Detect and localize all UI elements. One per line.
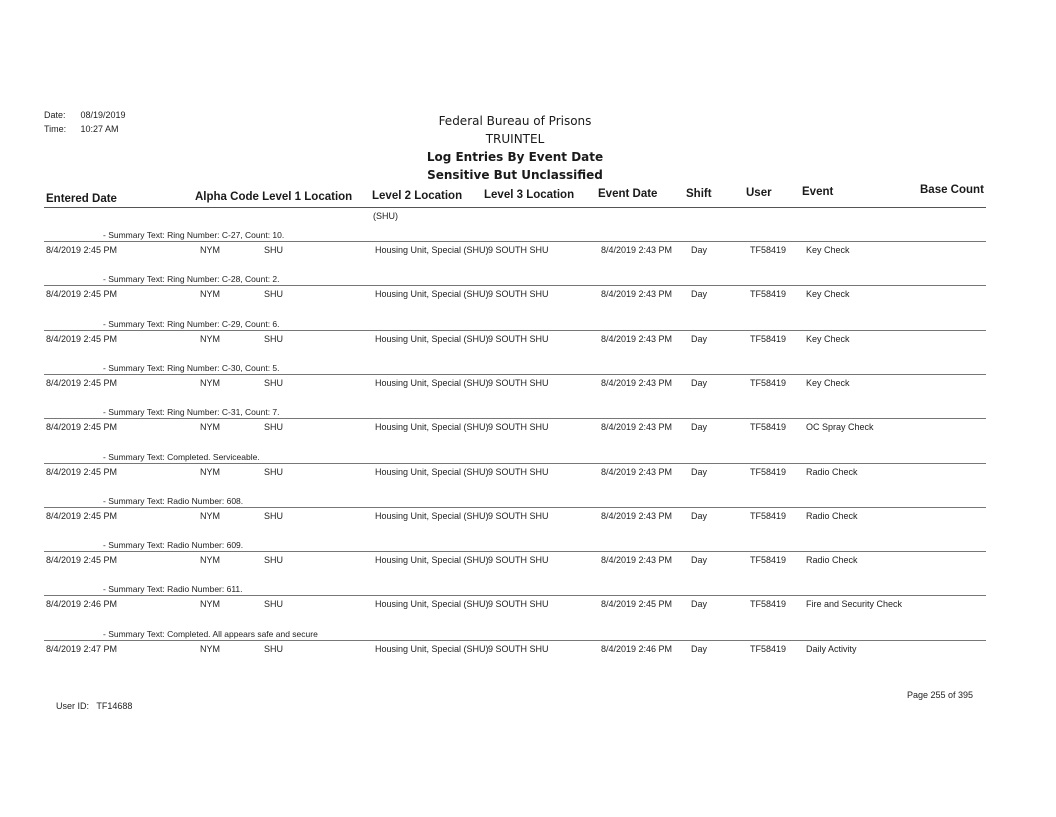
event-cell: Key Check	[806, 333, 850, 344]
event-date-cell: 8/4/2019 2:43 PM	[601, 245, 673, 255]
event-cell: OC Spray Check	[806, 422, 874, 433]
col-base-count: Base Count	[920, 184, 984, 196]
summary-text: - Summary Text: Ring Number: C-29, Count: 6.	[103, 318, 280, 329]
title-classification: Sensitive But Unclassified	[427, 168, 603, 182]
report-date	[44, 110, 126, 120]
time-value: 10:27 AM	[80, 124, 119, 134]
level3-cell: 9 SOUTH SHU	[488, 643, 549, 654]
level2-cell: Housing Unit, Special (SHU)	[375, 510, 489, 521]
event-date-cell: 8/4/2019 2:45 PM	[601, 599, 673, 610]
entered-date-cell: 8/4/2019 2:45 PM	[46, 466, 118, 477]
alpha-code-cell: NYM	[200, 289, 220, 300]
event-date-cell: 8/4/2019 2:43 PM	[601, 466, 673, 477]
level1-cell: SHU	[264, 599, 284, 610]
report-title	[400, 112, 630, 184]
user-cell: TF58419	[750, 333, 787, 344]
level1-cell: SHU	[264, 245, 284, 255]
time-label: Time:	[44, 124, 67, 134]
level3-cell: 9 SOUTH SHU	[488, 466, 549, 477]
event-date-cell: 8/4/2019 2:43 PM	[601, 333, 673, 344]
page-number: Page 255 of 395	[907, 690, 974, 700]
summary-text: - Summary Text: Ring Number: C-31, Count: 7.	[103, 407, 280, 418]
event-cell: Key Check	[806, 289, 850, 300]
level1-cell: SHU	[264, 466, 284, 477]
level1-cell: SHU	[264, 555, 284, 566]
shift-cell: Day	[691, 510, 708, 521]
alpha-code-cell: NYM	[200, 466, 220, 477]
event-cell: Key Check	[806, 377, 850, 388]
col-event: Event	[802, 186, 834, 198]
event-date-cell: 8/4/2019 2:43 PM	[601, 510, 673, 521]
shift-cell: Day	[691, 333, 708, 344]
summary-text: - Summary Text: Ring Number: C-30, Count: 5.	[103, 362, 280, 373]
level1-cell: SHU	[264, 510, 284, 521]
level1-cell: SHU	[264, 643, 284, 654]
row-divider	[44, 374, 986, 375]
level1-cell: SHU	[264, 377, 284, 388]
shift-cell: Day	[691, 599, 708, 610]
event-cell: Daily Activity	[806, 643, 857, 654]
event-cell: Key Check	[806, 245, 850, 255]
user-cell: TF58419	[750, 599, 787, 610]
user-cell: TF58419	[750, 289, 787, 300]
user-cell: TF58419	[750, 466, 787, 477]
row-divider	[44, 418, 986, 419]
level3-cell: 9 SOUTH SHU	[488, 555, 549, 566]
level1-cell: SHU	[264, 333, 284, 344]
event-date-cell: 8/4/2019 2:43 PM	[601, 555, 673, 566]
row-divider	[44, 595, 986, 596]
level3-cell: 9 SOUTH SHU	[488, 333, 549, 344]
carryover-level2: (SHU)	[373, 211, 398, 221]
row-divider	[44, 640, 986, 641]
alpha-code-cell: NYM	[200, 422, 220, 433]
footer-user-id	[56, 701, 132, 711]
alpha-code-cell: NYM	[200, 510, 220, 521]
level2-cell: Housing Unit, Special (SHU)	[375, 466, 489, 477]
event-date-cell: 8/4/2019 2:43 PM	[601, 422, 673, 433]
level2-cell: Housing Unit, Special (SHU)	[375, 289, 489, 300]
entered-date-cell: 8/4/2019 2:45 PM	[46, 510, 118, 521]
entered-date-cell: 8/4/2019 2:45 PM	[46, 377, 118, 388]
summary-text: - Summary Text: Radio Number: 609.	[103, 540, 244, 551]
row-divider	[44, 507, 986, 508]
shift-cell: Day	[691, 245, 708, 255]
level3-cell: 9 SOUTH SHU	[488, 599, 549, 610]
entered-date-cell: 8/4/2019 2:47 PM	[46, 643, 118, 654]
col-shift: Shift	[686, 188, 712, 200]
event-date-cell: 8/4/2019 2:46 PM	[601, 643, 673, 654]
entered-date-cell: 8/4/2019 2:45 PM	[46, 333, 118, 344]
row-divider	[44, 463, 986, 464]
title-report-name: Log Entries By Event Date	[426, 150, 604, 164]
col-alpha-level1: Alpha Code Level 1 Location	[195, 191, 353, 203]
row-divider	[44, 551, 986, 552]
shift-cell: Day	[691, 466, 708, 477]
event-cell: Radio Check	[806, 555, 858, 566]
level2-cell: Housing Unit, Special (SHU)	[375, 422, 489, 433]
user-id-value: TF14688	[96, 701, 133, 711]
level3-cell: 9 SOUTH SHU	[488, 245, 549, 255]
shift-cell: Day	[691, 377, 708, 388]
col-level2: Level 2 Location	[372, 190, 463, 202]
event-date-cell: 8/4/2019 2:43 PM	[601, 377, 673, 388]
title-system: TRUINTEL	[485, 132, 545, 146]
summary-text: - Summary Text: Completed. Serviceable.	[103, 451, 260, 462]
user-cell: TF58419	[750, 422, 787, 433]
alpha-code-cell: NYM	[200, 245, 220, 255]
shift-cell: Day	[691, 555, 708, 566]
shift-cell: Day	[691, 422, 708, 433]
summary-text: - Summary Text: Ring Number: C-27, Count: 10.	[103, 230, 285, 240]
level2-cell: Housing Unit, Special (SHU)	[375, 333, 489, 344]
shift-cell: Day	[691, 289, 708, 300]
level2-cell: Housing Unit, Special (SHU)	[375, 245, 489, 255]
user-cell: TF58419	[750, 245, 787, 255]
entered-date-cell: 8/4/2019 2:45 PM	[46, 555, 118, 566]
col-level3: Level 3 Location	[484, 189, 575, 201]
level2-cell: Housing Unit, Special (SHU)	[375, 377, 489, 388]
event-cell: Radio Check	[806, 510, 858, 521]
level3-cell: 9 SOUTH SHU	[488, 510, 549, 521]
entered-date-cell: 8/4/2019 2:45 PM	[46, 245, 118, 255]
entered-date-cell: 8/4/2019 2:46 PM	[46, 599, 118, 610]
level3-cell: 9 SOUTH SHU	[488, 377, 549, 388]
report-time	[44, 124, 119, 134]
summary-text: - Summary Text: Radio Number: 608.	[103, 495, 244, 506]
header-divider	[44, 207, 986, 208]
event-date-cell: 8/4/2019 2:43 PM	[601, 289, 673, 300]
level3-cell: 9 SOUTH SHU	[488, 422, 549, 433]
alpha-code-cell: NYM	[200, 599, 220, 610]
level2-cell: Housing Unit, Special (SHU)	[375, 555, 489, 566]
user-cell: TF58419	[750, 555, 787, 566]
date-value: 08/19/2019	[80, 110, 126, 120]
level2-cell: Housing Unit, Special (SHU)	[375, 599, 489, 610]
col-event-date: Event Date	[598, 188, 658, 200]
user-cell: TF58419	[750, 510, 787, 521]
row-divider	[44, 330, 986, 331]
event-cell: Radio Check	[806, 466, 858, 477]
entered-date-cell: 8/4/2019 2:45 PM	[46, 422, 118, 433]
event-cell: Fire and Security Check	[806, 599, 903, 610]
col-entered-date: Entered Date	[46, 193, 117, 205]
entered-date-cell: 8/4/2019 2:45 PM	[46, 289, 118, 300]
summary-text: - Summary Text: Radio Number: 611.	[103, 584, 243, 595]
row-divider	[44, 285, 986, 286]
shift-cell: Day	[691, 643, 708, 654]
alpha-code-cell: NYM	[200, 377, 220, 388]
user-cell: TF58419	[750, 643, 787, 654]
level1-cell: SHU	[264, 289, 284, 300]
title-agency: Federal Bureau of Prisons	[438, 114, 592, 128]
summary-text: - Summary Text: Completed. All appears safe and secure	[103, 628, 318, 639]
row-divider	[44, 241, 986, 242]
col-user: User	[746, 187, 772, 199]
user-id-label: User ID:	[56, 701, 90, 711]
alpha-code-cell: NYM	[200, 333, 220, 344]
summary-text: - Summary Text: Ring Number: C-28, Count: 2.	[103, 274, 280, 285]
alpha-code-cell: NYM	[200, 555, 220, 566]
date-label: Date:	[44, 110, 66, 120]
level3-cell: 9 SOUTH SHU	[488, 289, 549, 300]
alpha-code-cell: NYM	[200, 643, 220, 654]
user-cell: TF58419	[750, 377, 787, 388]
level1-cell: SHU	[264, 422, 284, 433]
level2-cell: Housing Unit, Special (SHU)	[375, 643, 489, 654]
